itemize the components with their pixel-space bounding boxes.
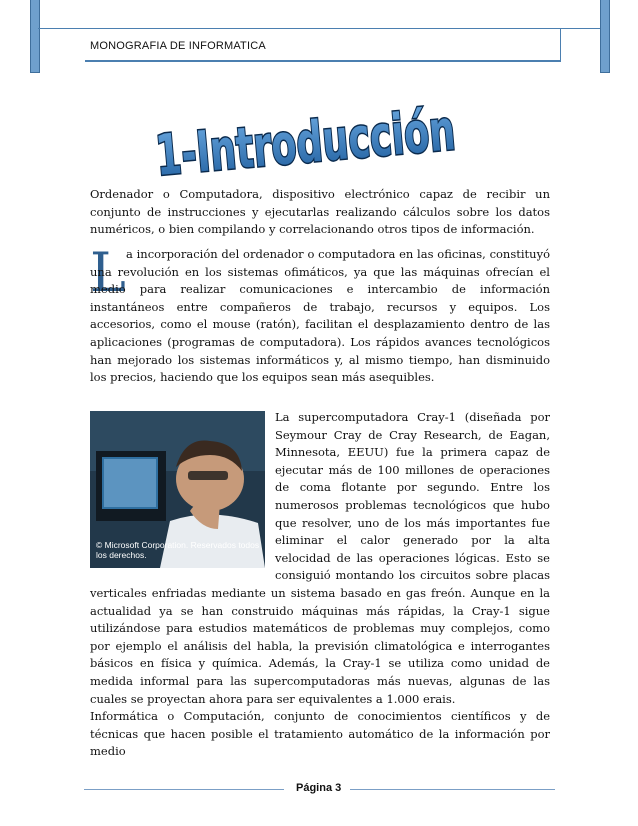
frame-bar-right bbox=[600, 0, 610, 73]
page-header: MONOGRAFIA DE INFORMATICA bbox=[90, 40, 266, 52]
section-title-wordart bbox=[140, 84, 617, 189]
footer-rule-right bbox=[350, 789, 555, 790]
section-title bbox=[140, 84, 617, 189]
frame-top-line bbox=[38, 28, 600, 29]
photo-wrap-space bbox=[90, 409, 275, 579]
photo-caption: © Microsoft Corporation. Reservados todos los derechos. bbox=[96, 540, 260, 560]
frame-bar-left bbox=[30, 0, 40, 73]
paragraph-informatica: Informática o Computación, conjunto de conocimientos científicos y de técnicas que hacen posible el tratamiento automático de la información por medio bbox=[90, 709, 550, 759]
paragraph-cray bbox=[90, 409, 550, 708]
paragraph-ordenador: Ordenador o Computadora, dispositivo electrónico capaz de recibir un conjunto de instrucciones y ejecutarlas realizando cálculos sobre los datos numéricos, o bien compilando y correlacionando otros tipos de información. bbox=[90, 187, 550, 237]
footer-rule-left bbox=[84, 789, 284, 790]
paragraph-incorporacion-text: a incorporación del ordenador o computadora en las oficinas, constituyó una revolución en los sistemas ofimáticos, ya que las máquinas ofrecían el medio para realizar comunicaciones e intercambio de información instantáneos entre compañeros de trabajo, recursos y equipos. Los accesorios, como el mouse (ratón), facilitan el desplazamiento dentro de las aplicaciones (programas de computadora). Los rápidos avances tecnológicos han mejorado los sistemas informáticos y, al mismo tiempo, han disminuido los precios, haciendo que los equipos sean más asequibles. bbox=[90, 247, 550, 385]
page-number: Página 3 bbox=[296, 782, 342, 794]
drop-cap: L bbox=[90, 241, 126, 304]
paragraph-cray-text: La supercomputadora Cray-1 (diseñada por Seymour Cray de Cray Research, de Eagan, Minnesota, EEUU) fue la primera capaz de ejecutar más de 100 millones de operaciones de coma flotante por segundo. Entre los numerosos problemas tecnológicos que hubo que resolver, uno de los más importantes fue eliminar el calor generado por la alta velocidad de las operaciones lógicas. Esto se consiguió montando los circuitos sobre placas verticales enfriadas mediante un sistema basado en gas freón. Aunque en la actualidad ya se han construido máquinas más rápidas, la Cray-1 sigue utilizándose para estudios matemáticos de problemas muy complejos, como por ejemplo el análisis del habla, la previsión climatológica e interrogantes básicos en física y química. Además, la Cray-1 se utiliza como unidad de medida informal para las supercomputadoras más nuevas, algunas de las cuales se proyectan ahora para ser equivalentes a 1.000 erais. bbox=[90, 410, 550, 706]
header-rule bbox=[85, 60, 560, 62]
frame-right-tick bbox=[560, 28, 561, 62]
paragraph-incorporacion bbox=[90, 241, 550, 387]
section-title-text: 1-Introducción bbox=[153, 84, 617, 189]
